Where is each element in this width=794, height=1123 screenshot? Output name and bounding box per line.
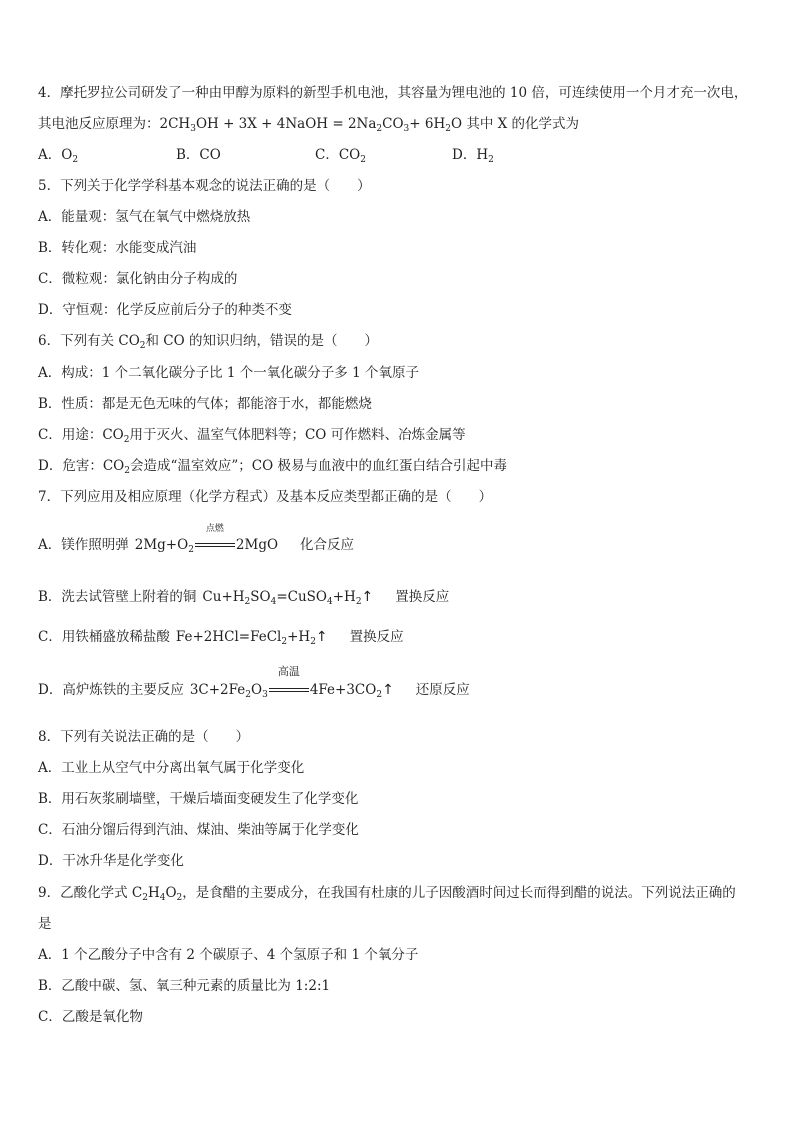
reaction-condition-arrow: 点燃 (195, 537, 235, 547)
q6-option-c[interactable]: C．用途：$CO_2$用于灭火、温室气体肥料等；CO 可作燃料、冶炼金属等 (38, 427, 466, 445)
q7-c-equation: $Fe+2HCl=FeCl_2+H_2↑$ (175, 629, 328, 647)
q9-option-c[interactable]: C．乙酸是氧化物 (38, 1009, 143, 1025)
q7-option-c[interactable]: C．用铁桶盛放稀盐酸 $Fe+2HCl=FeCl_2+H_2↑$ 置换反应 (38, 629, 404, 647)
q8-option-d[interactable]: D．干冰升华是化学变化 (38, 853, 184, 869)
q7-a-equation: $2Mg+O_2$ 点燃 2MgO (134, 524, 279, 555)
q5-option-a[interactable]: A．能量观：氢气在氧气中燃烧放热 (38, 209, 251, 225)
reaction-condition-arrow: 高温 (269, 682, 309, 692)
q9-stem-line1: 9．乙酸化学式 $C_2H_4O_2$，是食醋的主要成分，在我国有杜康的儿子因酸酒时间过长而得到醋的说法。下列说法正确的 (38, 885, 736, 903)
q7-b-equation: $Cu+H_2SO_4=CuSO_4+H_2↑$ (202, 589, 374, 607)
q6-option-a[interactable]: A．构成：1 个二氧化碳分子比 1 个一氧化碳分子多 1 个氧原子 (38, 365, 419, 381)
q5-option-d[interactable]: D．守恒观：化学反应前后分子的种类不变 (38, 302, 292, 318)
q7-d-equation: $3C+2Fe_2O_3$ 高温 $4Fe+3CO_2↑$ (189, 665, 394, 700)
q5-option-b[interactable]: B．转化观：水能变成汽油 (38, 240, 197, 256)
gas-up-arrow-icon: ↑ (315, 629, 328, 645)
q7-option-b[interactable]: B．洗去试管壁上附着的铜 $Cu+H_2SO_4=CuSO_4+H_2↑$ 置换反应 (38, 589, 450, 607)
q8-option-a[interactable]: A．工业上从空气中分离出氧气属于化学变化 (38, 760, 305, 776)
q7-stem: 7．下列应用及相应原理（化学方程式）及基本反应类型都正确的是（ ） (38, 489, 493, 505)
q9-option-b[interactable]: B．乙酸中碳、氢、氧三种元素的质量比为 1:2:1 (38, 978, 331, 994)
q8-option-c[interactable]: C．石油分馏后得到汽油、煤油、柴油等属于化学变化 (38, 822, 359, 838)
q4-stem-line1: 4．摩托罗拉公司研发了一种由甲醇为原料的新型手机电池，其容量为锂电池的 10 倍，可连续使用一个月才充一次电， (38, 85, 748, 101)
q4-options (38, 146, 738, 164)
q4-option-b[interactable]: B．CO (176, 147, 221, 163)
q6-option-d[interactable]: D．危害：$CO_2$会造成“温室效应”；CO 极易与血液中的血红蛋白结合引起中毒 (38, 458, 507, 476)
q6-stem: 6．下列有关 $CO_2$和 CO 的知识归纳，错误的是（ ） (38, 333, 378, 351)
gas-up-arrow-icon: ↑ (382, 682, 394, 698)
q4-stem-line2: 其电池反应原理为：$2CH_3OH + 3X$ + 4NaOH = $2Na_2CO_3+ 6H_2O$ 其中 X 的化学式为 (38, 116, 580, 134)
q5-option-c[interactable]: C．微粒观：氯化钠由分子构成的 (38, 271, 238, 287)
q4-option-c[interactable]: C．$CO_2$ (315, 147, 366, 165)
q9-option-a[interactable]: A．1 个乙酸分子中含有 2 个碳原子、4 个氢原子和 1 个氧分子 (38, 947, 419, 963)
q7-option-d[interactable]: D．高炉炼铁的主要反应 $3C+2Fe_2O_3$ 高温 $4Fe+3CO_2↑$ 还原反应 (38, 665, 470, 700)
q9-stem-line2: 是 (38, 916, 52, 932)
q8-option-b[interactable]: B．用石灰浆刷墙壁，干燥后墙面变硬发生了化学变化 (38, 791, 359, 807)
q6-option-b[interactable]: B．性质：都是无色无味的气体；都能溶于水，都能燃烧 (38, 396, 372, 412)
gas-up-arrow-icon: ↑ (361, 589, 374, 605)
q5-stem: 5．下列关于化学学科基本观念的说法正确的是（ ） (38, 178, 371, 194)
q8-stem: 8．下列有关说法正确的是（ ） (38, 729, 250, 745)
q7-option-a[interactable]: A．镁作照明弹 $2Mg+O_2$ 点燃 2MgO 化合反应 (38, 524, 355, 555)
q4-option-a[interactable]: A．$O_2$ (38, 147, 79, 165)
q4-option-d[interactable]: D．$H_2$ (452, 147, 494, 165)
